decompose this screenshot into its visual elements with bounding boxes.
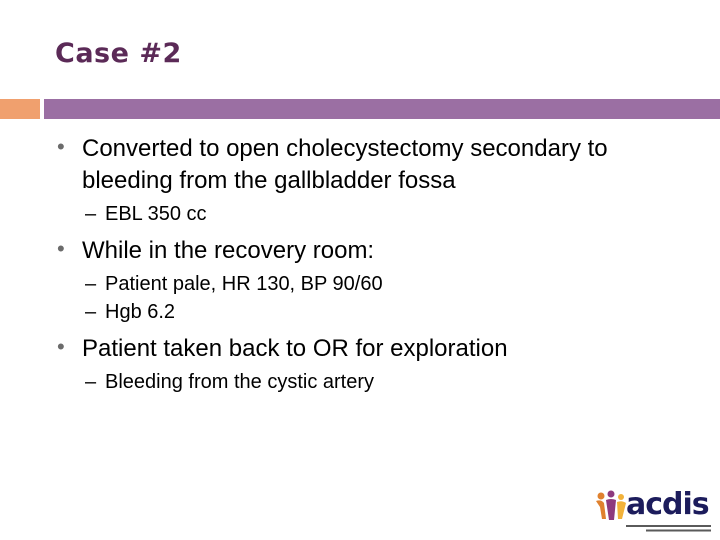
slide-content <box>55 133 685 395</box>
sub-bullet-item <box>55 369 685 395</box>
sub-bullet-dash: – <box>85 301 97 323</box>
sub-bullet-text: Patient pale, HR 130, BP 90/60 <box>105 273 383 295</box>
bullet-item <box>55 235 685 267</box>
acdis-wordmark: acdis <box>626 487 709 522</box>
sub-bullet-item <box>55 299 685 325</box>
sub-bullet-text: Bleeding from the cystic artery <box>105 371 374 393</box>
bullet-marker-icon: • <box>57 134 65 159</box>
slide-title: Case #2 <box>55 38 182 69</box>
sub-bullet-text: EBL 350 cc <box>105 203 207 225</box>
bullet-marker-icon: • <box>57 236 65 261</box>
bullet-text: Patient taken back to OR for exploration <box>82 335 508 362</box>
sub-bullet-text: Hgb 6.2 <box>105 301 176 323</box>
sub-bullet-dash: – <box>85 203 97 225</box>
accent-bar-purple <box>44 99 720 119</box>
logo-tagline-graphic <box>626 524 711 533</box>
bullet-text: While in the recovery room: <box>82 237 375 264</box>
acdis-figures-icon <box>594 489 628 523</box>
sub-bullet-dash: – <box>85 273 97 295</box>
bullet-item <box>55 333 685 365</box>
accent-bar-orange <box>0 99 40 119</box>
sub-bullet-item <box>55 271 685 297</box>
sub-bullet-dash: – <box>85 371 97 393</box>
acdis-logo <box>594 487 714 535</box>
bullet-item <box>55 133 685 197</box>
bullet-text: Converted to open cholecystectomy secondary to bleeding from the gallbladder fossa <box>82 135 608 194</box>
bullet-marker-icon: • <box>57 334 65 359</box>
sub-bullet-item <box>55 201 685 227</box>
